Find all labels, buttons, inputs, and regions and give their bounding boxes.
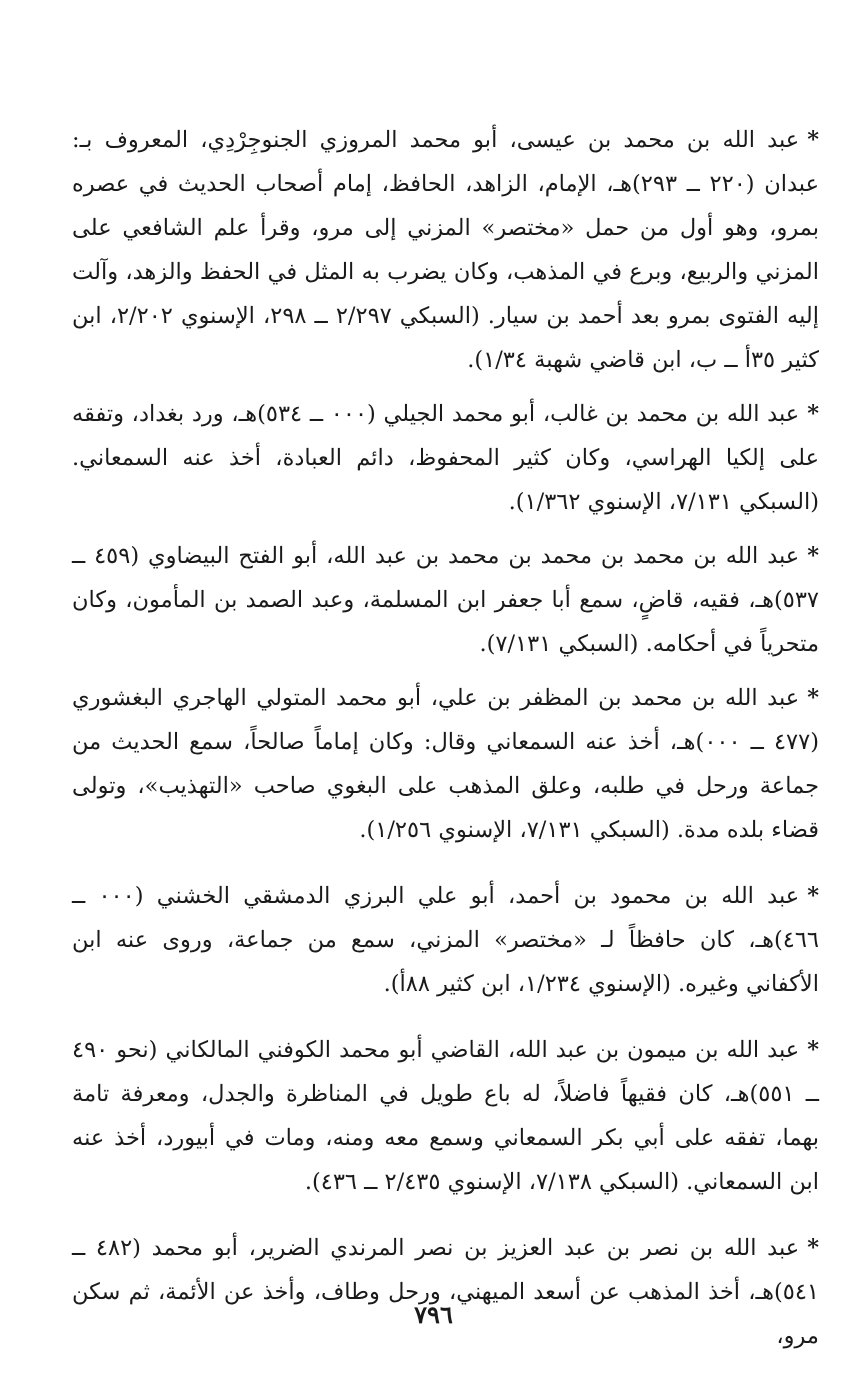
entry-star-marker: *: [807, 883, 819, 909]
entry-al-baydawi: [72, 534, 819, 666]
entry-text: عبد الله بن محمد بن غالب، أبو محمد الجيلي (٠٠٠ ــ ٥٣٤)هـ، ورد بغداد، وتفقه على إلكيا الهراسي، وكان كثير المحفوظ، دائم العبادة، أخذ عنه السمعاني. (السبكي ٧/١٣١، الإسنوي ١/٣٦٢).: [72, 401, 819, 515]
entry-al-malikani: [72, 1028, 819, 1204]
page-number: ٧٩٦: [414, 1300, 453, 1329]
entry-star-marker: *: [807, 127, 819, 153]
entry-text: عبد الله بن محمد بن المظفر بن علي، أبو محمد المتولي الهاجري البغشوري (٤٧٧ ــ ٠٠٠)هـ، أخذ عنه السمعاني وقال: وكان إماماً صالحاً، سمع الحديث من جماعة ورحل في طلبه، وعلق المذهب على البغوي صاحب «التهذيب»، وتولى قضاء بلده مدة. (السبكي ٧/١٣١، الإسنوي ١/٢٥٦).: [72, 685, 819, 843]
entry-text: عبد الله بن محمد بن محمد بن محمد بن عبد الله، أبو الفتح البيضاوي (٤٥٩ ــ ٥٣٧)هـ، فقيه، قاضٍ، سمع أبا جعفر ابن المسلمة، وعبد الصمد بن المأمون، وكان متحرياً في أحكامه. (السبكي ٧/١٣١).: [72, 543, 819, 657]
entry-text: عبد الله بن ميمون بن عبد الله، القاضي أبو محمد الكوفني المالكاني (نحو ٤٩٠ ــ ٥٥١)هـ، كان فقيهاً فاضلاً، له باع طويل في المناظرة والجدل، ومعرفة تامة بهما، تفقه على أبي بكر السمعاني وسمع معه ومنه، ومات في أبيورد، أخذ عنه ابن السمعاني. (السبكي ٧/١٣٨، الإسنوي ٢/٤٣٥ ــ ٤٣٦).: [72, 1037, 819, 1195]
entry-star-marker: *: [807, 685, 819, 711]
entry-star-marker: *: [807, 401, 819, 427]
entry-text: عبد الله بن محمود بن أحمد، أبو علي البرزي الدمشقي الخشني (٠٠٠ ــ ٤٦٦)هـ، كان حافظاً لـ «مختصر» المزني، سمع من جماعة، وروى عنه ابن الأكفاني وغيره. (الإسنوي ١/٢٣٤، ابن كثير ٨٨أ).: [72, 883, 819, 997]
entry-star-marker: *: [807, 543, 819, 569]
entry-al-jili: [72, 392, 819, 524]
entry-al-baghshuri: [72, 676, 819, 852]
entry-star-marker: *: [807, 1235, 819, 1261]
entry-text: عبد الله بن محمد بن عيسى، أبو محمد المروزي الجنوجِرْدِي، المعروف بـ: عبدان (٢٢٠ ــ ٢٩٣)هـ، الإمام، الزاهد، الحافظ، إمام أصحاب الحديث في عصره بمرو، وهو أول من حمل «مختصر» المزني إلى مرو، وقرأ علم الشافعي على المزني والربيع، وبرع في المذهب، وكان يضرب به المثل في الحفظ والزهد، وآلت إليه الفتوى بمرو بعد أحمد بن سيار. (السبكي ٢/٢٩٧ ــ ٢٩٨، الإسنوي ٢/٢٠٢، ابن كثير ٣٥أ ــ ب، ابن قاضي شهبة ١/٣٤).: [72, 127, 820, 373]
entry-abdan: [72, 118, 819, 382]
entry-star-marker: *: [807, 1037, 819, 1063]
entry-al-marandi: [72, 1226, 819, 1358]
entry-text: عبد الله بن نصر بن عبد العزيز بن نصر المرندي الضرير، أبو محمد (٤٨٢ ــ ٥٤١)هـ، أخذ المذهب عن أسعد الميهني، ورحل وطاف، وأخذ عن الأئمة، ثم سكن مرو،: [72, 1235, 819, 1349]
biography-entries: [72, 118, 819, 1358]
entry-al-barzi: [72, 874, 819, 1006]
